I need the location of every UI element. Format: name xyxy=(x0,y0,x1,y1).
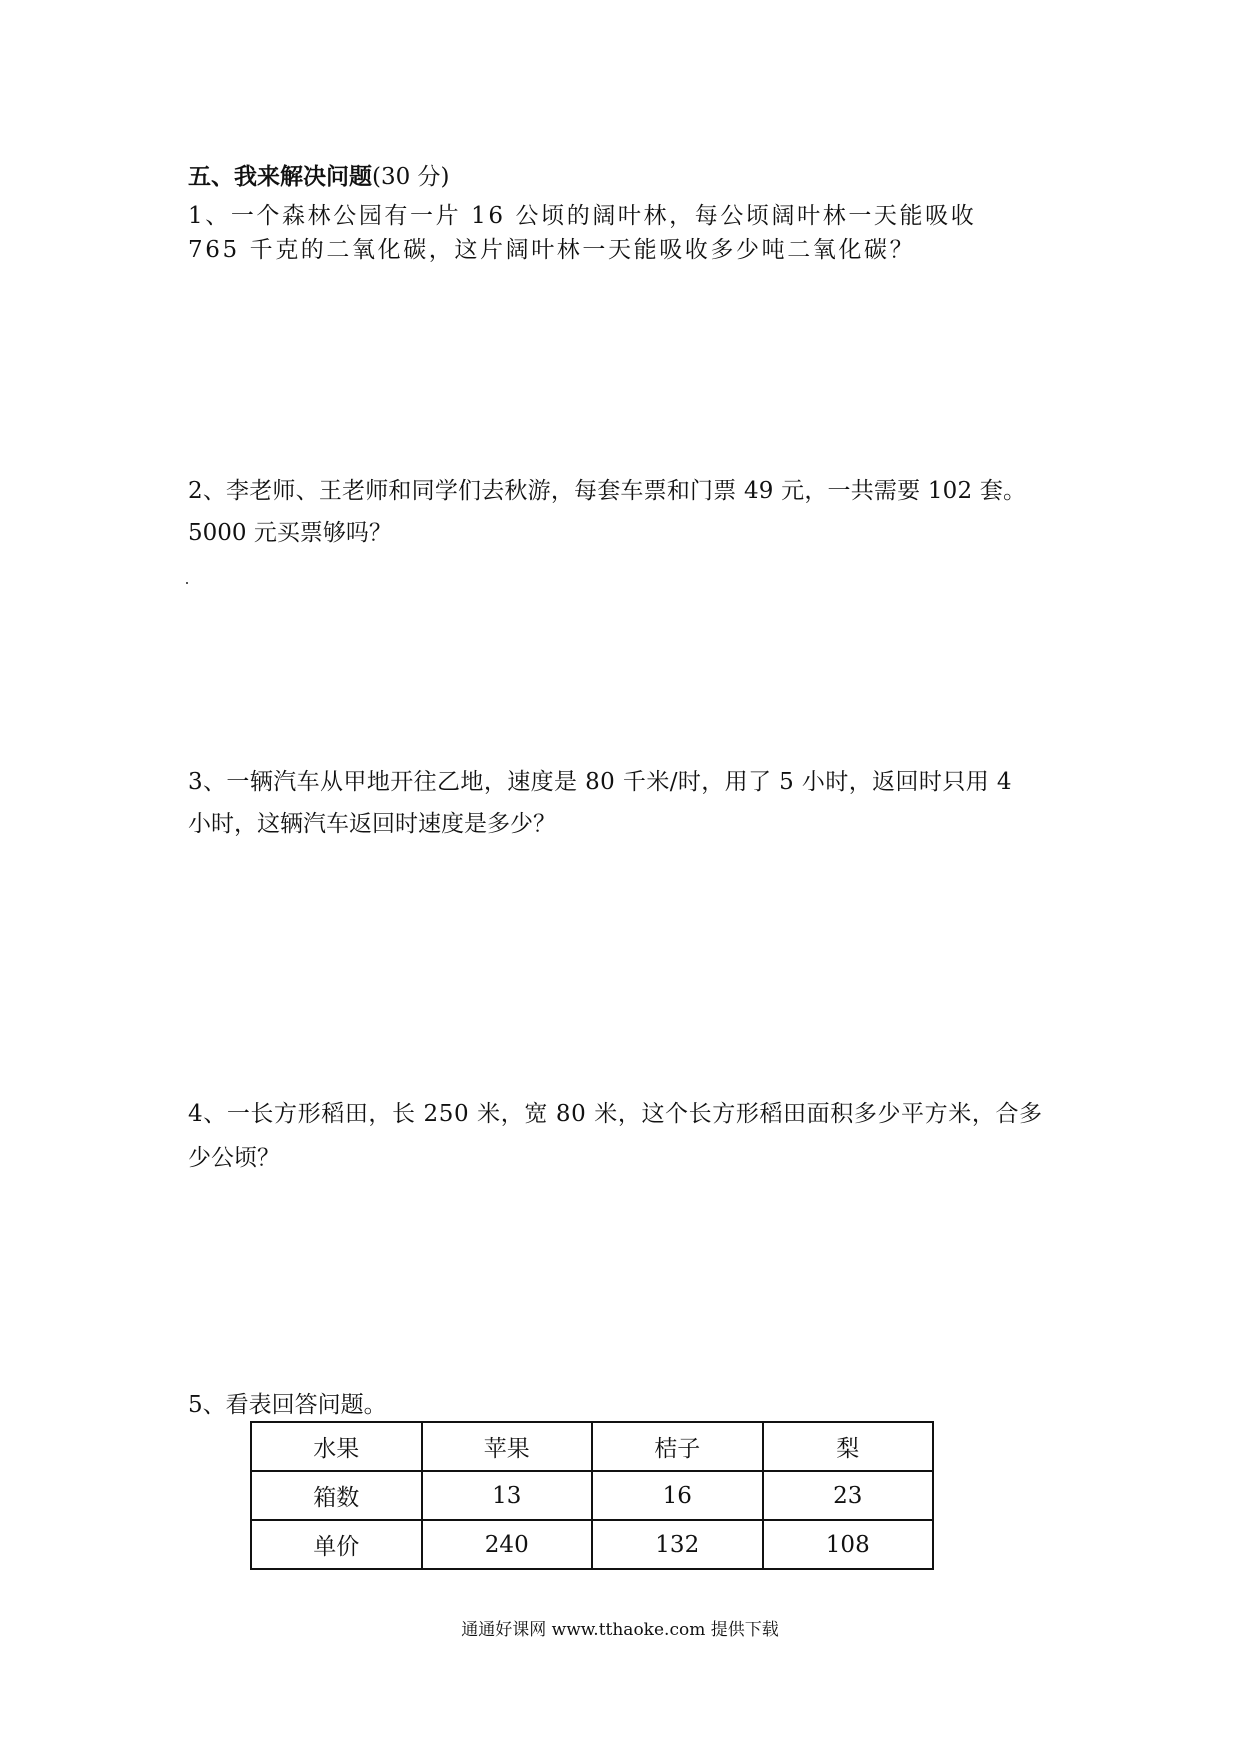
question-5-line-1: 5、看表回答问题。 xyxy=(188,1392,387,1418)
question-2-line-1: 2、李老师、王老师和同学们去秋游，每套车票和门票 49 元，一共需要 102 套。 xyxy=(188,478,1027,504)
section-score: (30 分) xyxy=(372,164,450,190)
question-1-line-1: 1、一个森林公园有一片 16 公顷的阔叶林，每公顷阔叶林一天能吸收 xyxy=(188,203,977,229)
table-header-cell: 梨 xyxy=(763,1422,934,1471)
question-3-line-1: 3、一辆汽车从甲地开往乙地，速度是 80 千米/时，用了 5 小时，返回时只用 4 xyxy=(188,769,1012,795)
footer-source: 通通好课网 www.tthaoke.com 提供下载 xyxy=(461,1620,779,1640)
table-header-cell: 水果 xyxy=(251,1422,422,1471)
table-cell: 箱数 xyxy=(251,1471,422,1520)
table-cell: 132 xyxy=(592,1520,763,1569)
question-4-line-1: 4、一长方形稻田，长 250 米，宽 80 米，这个长方形稻田面积多少平方米，合多 xyxy=(188,1101,1043,1127)
table-cell: 240 xyxy=(422,1520,593,1569)
table-cell: 16 xyxy=(592,1471,763,1520)
table-cell: 单价 xyxy=(251,1520,422,1569)
question-1-line-2: 765 千克的二氧化碳，这片阔叶林一天能吸收多少吨二氧化碳？ xyxy=(188,237,916,263)
section-title-text: 五、我来解决问题 xyxy=(188,163,372,190)
section-title xyxy=(188,160,450,194)
stray-dot xyxy=(186,582,188,584)
table-row xyxy=(251,1471,933,1520)
fruit-table xyxy=(250,1421,934,1570)
table-header-cell: 桔子 xyxy=(592,1422,763,1471)
table-cell: 23 xyxy=(763,1471,934,1520)
table-cell: 13 xyxy=(422,1471,593,1520)
question-4-line-2: 少公顷？ xyxy=(188,1145,280,1171)
table-header-row xyxy=(251,1422,933,1471)
table-cell: 108 xyxy=(763,1520,934,1569)
question-3-line-2: 小时，这辆汽车返回时速度是多少？ xyxy=(188,811,556,837)
table-header-cell: 苹果 xyxy=(422,1422,593,1471)
question-2-line-2: 5000 元买票够吗？ xyxy=(188,520,392,546)
table-row xyxy=(251,1520,933,1569)
